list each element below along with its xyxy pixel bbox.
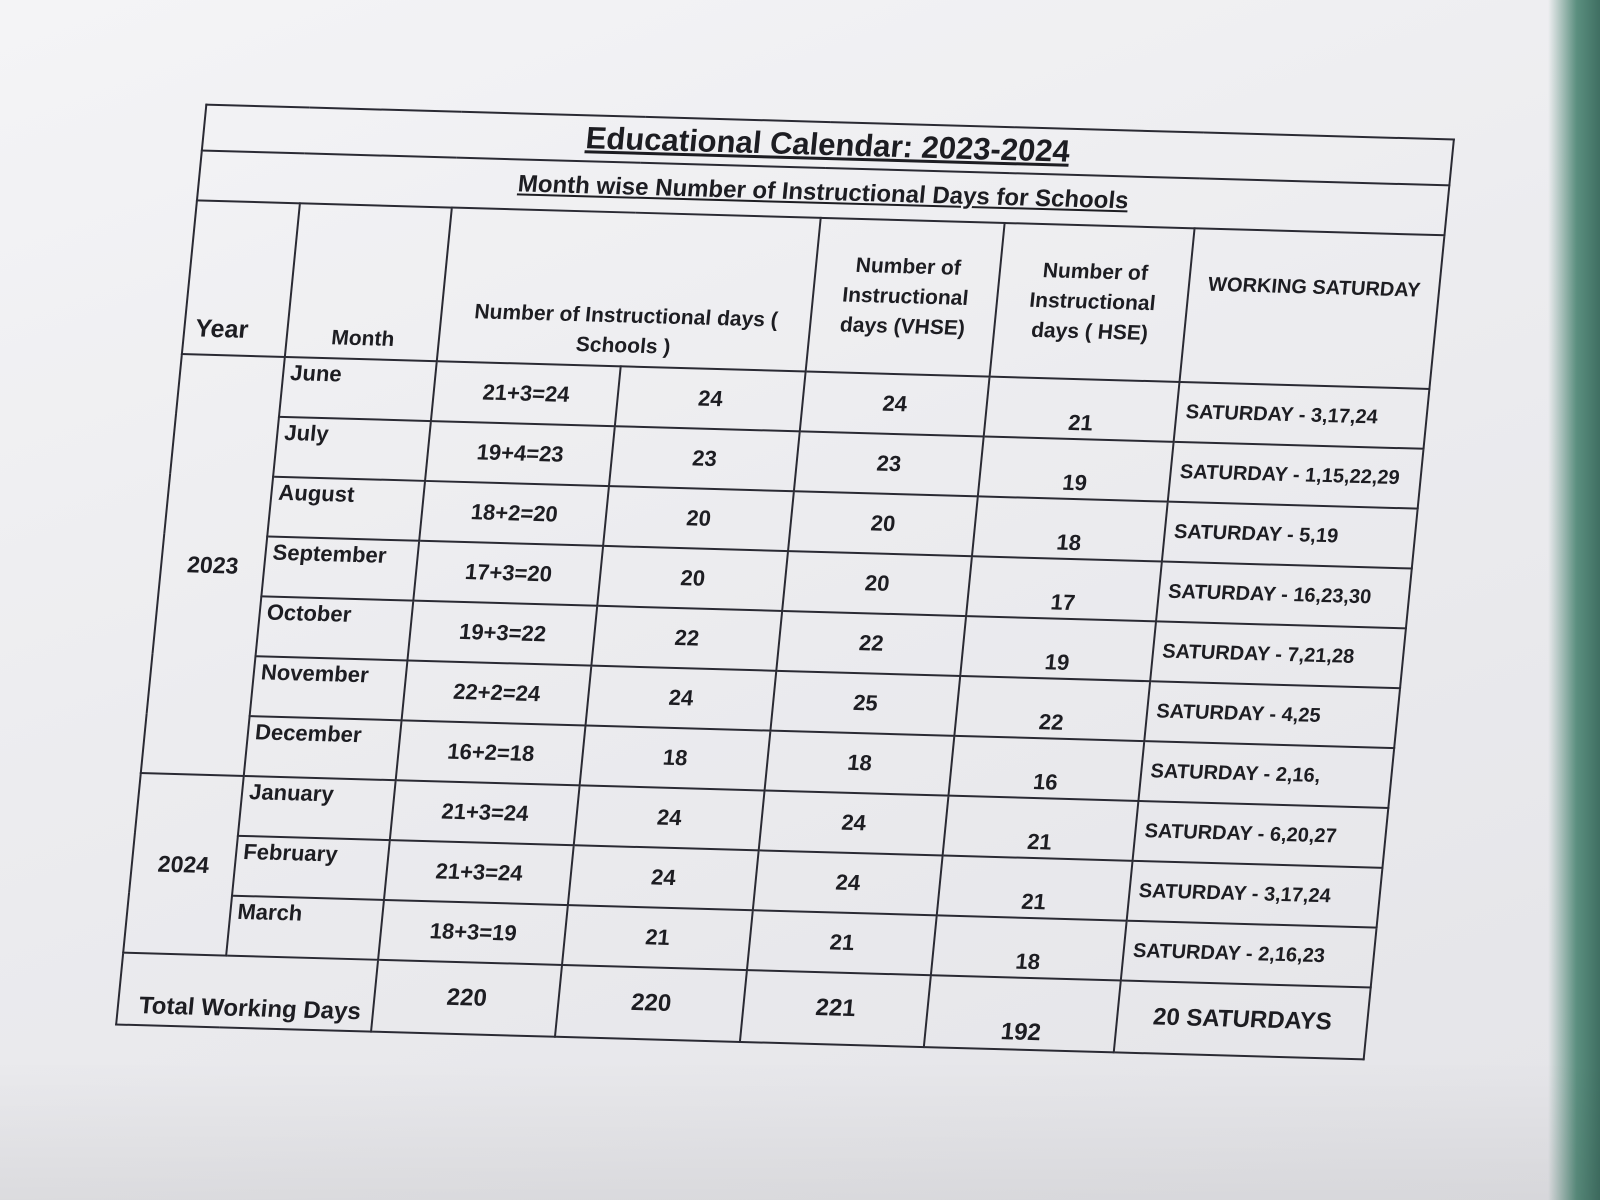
- header-year: Year: [182, 200, 300, 357]
- hse-cell: 21: [943, 796, 1139, 861]
- hse-cell: 18: [972, 496, 1168, 561]
- formula-cell: 18+2=20: [419, 481, 609, 546]
- month-cell: December: [244, 716, 402, 780]
- month-cell: July: [273, 417, 431, 481]
- saturday-cell: SATURDAY - 3,17,24: [1174, 382, 1429, 449]
- schools-cell: 24: [568, 845, 758, 910]
- hse-cell: 19: [978, 437, 1174, 502]
- hse-cell: 21: [984, 377, 1180, 442]
- saturday-cell: SATURDAY - 4,25: [1145, 681, 1400, 748]
- schools-cell: 22: [592, 606, 782, 671]
- total-vhse-cell: 221: [740, 970, 931, 1047]
- header-working-saturday: WORKING SATURDAY: [1180, 228, 1445, 389]
- month-cell: June: [279, 357, 437, 421]
- vhse-cell: 24: [753, 850, 943, 915]
- month-cell: August: [267, 477, 425, 541]
- hse-cell: 19: [961, 616, 1157, 681]
- formula-cell: 18+3=19: [378, 900, 568, 965]
- total-hse-cell: 192: [924, 975, 1121, 1052]
- month-cell: March: [226, 896, 384, 960]
- calendar-table: [115, 104, 1455, 1061]
- total-schools-cell: 220: [555, 965, 746, 1042]
- saturday-cell: SATURDAY - 2,16,: [1139, 741, 1394, 808]
- schools-cell: 20: [598, 546, 788, 611]
- vhse-cell: 25: [770, 671, 960, 736]
- saturday-cell: SATURDAY - 3,17,24: [1127, 861, 1382, 928]
- schools-cell: 24: [615, 366, 805, 431]
- hse-cell: 17: [966, 556, 1162, 621]
- vhse-cell: 24: [800, 371, 990, 436]
- formula-cell: 19+3=22: [407, 601, 597, 666]
- calendar-sheet: [115, 104, 1455, 1061]
- schools-cell: 18: [580, 725, 770, 790]
- hse-cell: 16: [949, 736, 1145, 801]
- vhse-cell: 23: [794, 431, 984, 496]
- page-subtitle: Month wise Number of Instructional Days for Schools: [516, 170, 1130, 215]
- hse-cell: 21: [937, 856, 1133, 921]
- schools-cell: 24: [574, 785, 764, 850]
- formula-cell: 21+3=24: [431, 361, 621, 426]
- month-cell: January: [238, 776, 396, 840]
- total-saturdays-cell: 20 SATURDAYS: [1114, 981, 1371, 1060]
- year-2024: 2024: [123, 773, 244, 955]
- vhse-cell: 20: [782, 551, 972, 616]
- month-cell: February: [232, 836, 390, 900]
- schools-cell: 20: [604, 486, 794, 551]
- background-green-surface: [1548, 0, 1600, 1200]
- schools-cell: 24: [586, 666, 776, 731]
- hse-cell: 22: [955, 676, 1151, 741]
- saturday-cell: SATURDAY - 2,16,23: [1121, 921, 1376, 988]
- vhse-cell: 20: [788, 491, 978, 556]
- vhse-cell: 21: [747, 910, 937, 975]
- formula-cell: 22+2=24: [402, 660, 592, 725]
- saturday-cell: SATURDAY - 7,21,28: [1150, 621, 1405, 688]
- month-cell: November: [250, 656, 408, 720]
- paper-shadow: [0, 1060, 1600, 1200]
- saturday-cell: SATURDAY - 6,20,27: [1133, 801, 1388, 868]
- vhse-cell: 24: [759, 791, 949, 856]
- header-instructional-schools: Number of Instructional days ( Schools ): [437, 208, 821, 372]
- formula-cell: 19+4=23: [425, 421, 615, 486]
- year-2023: 2023: [141, 354, 285, 776]
- vhse-cell: 18: [764, 731, 954, 796]
- header-month: Month: [285, 203, 452, 361]
- hse-cell: 18: [931, 915, 1127, 980]
- formula-cell: 17+3=20: [413, 541, 603, 606]
- formula-cell: 21+3=24: [390, 780, 580, 845]
- schools-cell: 21: [562, 905, 752, 970]
- month-cell: October: [256, 596, 414, 660]
- saturday-cell: SATURDAY - 16,23,30: [1156, 562, 1411, 629]
- formula-cell: 16+2=18: [396, 720, 586, 785]
- header-instructional-hse: Number of Instructional days ( HSE): [990, 223, 1195, 382]
- total-label: Total Working Days: [116, 953, 378, 1032]
- header-instructional-vhse: Number of Instructional days (VHSE): [806, 218, 1005, 377]
- month-cell: September: [261, 537, 419, 601]
- total-formula-cell: 220: [371, 960, 562, 1037]
- formula-cell: 21+3=24: [384, 840, 574, 905]
- saturday-cell: SATURDAY - 5,19: [1162, 502, 1417, 569]
- saturday-cell: SATURDAY - 1,15,22,29: [1168, 442, 1423, 509]
- page-title: Educational Calendar: 2023-2024: [584, 120, 1072, 169]
- schools-cell: 23: [609, 426, 799, 491]
- vhse-cell: 22: [776, 611, 966, 676]
